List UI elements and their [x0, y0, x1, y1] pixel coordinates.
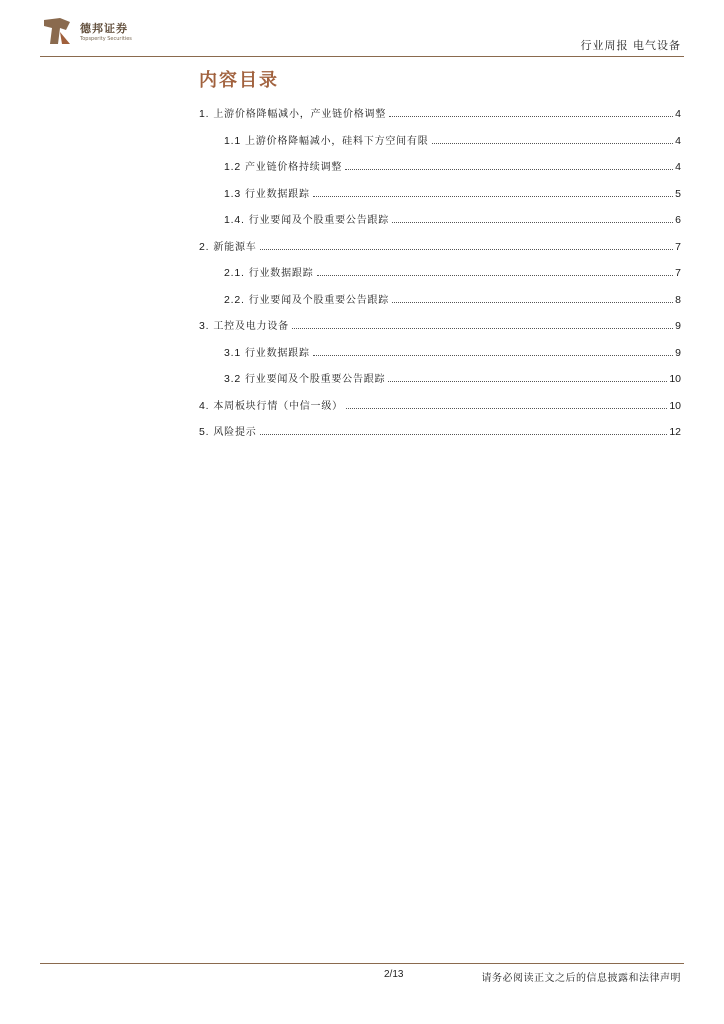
- toc-entry-page: 8: [675, 293, 681, 306]
- toc-entry[interactable]: [224, 184, 681, 200]
- toc-entry-text: 新能源车: [213, 241, 257, 253]
- toc-entry-page: 5: [675, 187, 681, 200]
- toc-entry-label: [224, 344, 310, 359]
- toc-entry[interactable]: [199, 104, 681, 120]
- toc-leader-dots: [346, 407, 667, 409]
- toc-leader-dots: [313, 354, 673, 356]
- toc-entry[interactable]: [199, 237, 681, 253]
- toc-entry-number: 1.2: [224, 161, 241, 173]
- toc-entry-text: 行业数据跟踪: [244, 347, 310, 359]
- toc-entry-number: 2.: [199, 240, 210, 253]
- toc-entry-page: 4: [675, 108, 681, 120]
- toc-entry[interactable]: [224, 290, 681, 306]
- toc-entry-label: [199, 105, 386, 120]
- disclaimer-note: 请务必阅读正文之后的信息披露和法律声明: [481, 973, 681, 984]
- toc-entry-text: 风险提示: [213, 427, 257, 438]
- toc-leader-dots: [260, 433, 668, 435]
- toc-entry-text: 本周板块行情（中信一级）: [213, 400, 343, 412]
- logo-text: [80, 22, 132, 43]
- toc-entry-page: 9: [675, 320, 681, 332]
- toc-leader-dots: [317, 274, 674, 276]
- toc-entry[interactable]: [224, 210, 681, 226]
- toc-entry-number: 1.1: [224, 134, 241, 147]
- header-divider: [40, 56, 684, 57]
- logo-emblem-icon: [40, 14, 76, 50]
- toc-leader-dots: [392, 301, 673, 303]
- toc-leader-dots: [260, 248, 674, 250]
- page-number: 2/13: [384, 969, 404, 980]
- toc-entry-label: [224, 370, 385, 385]
- toc-entry-number: 1.4.: [224, 214, 245, 226]
- toc-entry-number: 2.1.: [224, 267, 245, 279]
- toc-leader-dots: [313, 195, 673, 197]
- toc-entry-label: [224, 185, 310, 200]
- toc-entry-page: 7: [675, 240, 681, 253]
- company-logo: [40, 14, 132, 50]
- toc-entry-page: 10: [669, 399, 681, 412]
- logo-name-cn: 德邦证券: [80, 21, 128, 35]
- toc-entry-label: [224, 211, 389, 226]
- toc-entry-number: 3.1: [224, 346, 241, 359]
- toc-entry-page: 10: [669, 373, 681, 385]
- toc-leader-dots: [432, 142, 674, 144]
- toc-entry-page: 4: [675, 161, 681, 173]
- toc-entry-text: 上游价格降幅减小，硅料下方空间有限: [244, 135, 429, 147]
- toc-title: 内容目录: [199, 70, 279, 91]
- toc-entry-label: [224, 264, 314, 279]
- toc-entry-text: 行业要闻及个股重要公告跟踪: [248, 294, 390, 306]
- toc-entry-number: 1.3: [224, 187, 241, 200]
- toc-entry-number: 2.2.: [224, 293, 245, 306]
- toc-entry-number: 3.: [199, 320, 210, 332]
- toc-entry[interactable]: [224, 369, 681, 385]
- toc-entry-label: [199, 397, 343, 412]
- toc-leader-dots: [389, 115, 673, 117]
- toc-entry[interactable]: [199, 422, 681, 438]
- toc-entry[interactable]: [224, 157, 681, 173]
- toc-entry-text: 行业数据跟踪: [248, 268, 314, 279]
- toc-entry-page: 12: [669, 426, 681, 438]
- toc-entry[interactable]: [224, 131, 681, 147]
- toc-entry-page: 9: [675, 346, 681, 359]
- toc-entry-label: [224, 132, 429, 147]
- toc-leader-dots: [345, 168, 673, 170]
- toc-entry[interactable]: [199, 316, 681, 332]
- toc-entry-page: 7: [675, 267, 681, 279]
- toc-entry-text: 上游价格降幅减小，产业链价格调整: [213, 109, 387, 120]
- toc-entry-page: 4: [675, 134, 681, 147]
- toc-leader-dots: [388, 380, 667, 382]
- toc-entry-label: [224, 158, 342, 173]
- toc-leader-dots: [292, 327, 673, 329]
- toc-entry-text: 行业要闻及个股重要公告跟踪: [244, 374, 386, 385]
- toc-entry[interactable]: [224, 343, 681, 359]
- footer-divider: [40, 963, 684, 964]
- toc-entry-number: 5.: [199, 426, 210, 438]
- toc-entry-number: 4.: [199, 399, 210, 412]
- toc-entry-page: 6: [675, 214, 681, 226]
- toc-entry-text: 产业链价格持续调整: [244, 162, 343, 173]
- toc-entry-label: [199, 317, 289, 332]
- toc-entry-label: [199, 238, 257, 253]
- toc-leader-dots: [392, 221, 673, 223]
- toc-entry-text: 行业要闻及个股重要公告跟踪: [248, 215, 390, 226]
- toc-entry[interactable]: [199, 396, 681, 412]
- toc-entry-text: 行业数据跟踪: [244, 188, 310, 200]
- toc-entry-number: 3.2: [224, 373, 241, 385]
- toc-entry-label: [199, 423, 257, 438]
- toc-entry-number: 1.: [199, 108, 210, 120]
- logo-name-en: Topsperity Securities: [80, 35, 132, 42]
- toc-entry[interactable]: [224, 263, 681, 279]
- report-category: 行业周报 电气设备: [580, 39, 681, 52]
- toc-entry-label: [224, 291, 389, 306]
- toc-entry-text: 工控及电力设备: [213, 321, 289, 332]
